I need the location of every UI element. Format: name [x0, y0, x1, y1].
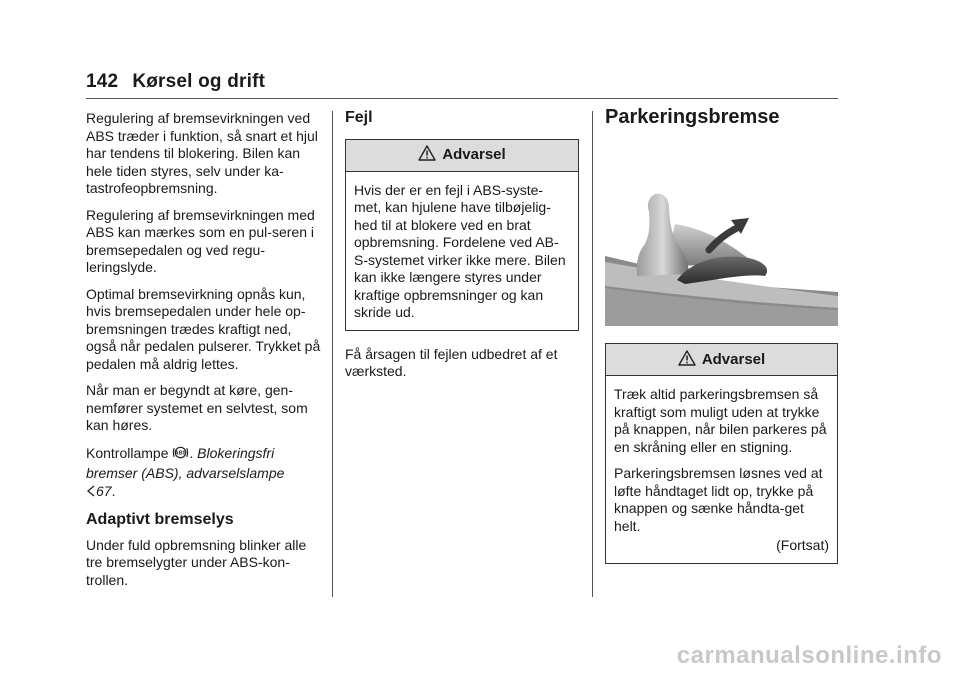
warning-text-pull-brake: Træk altid parkeringsbremsen så kraftigt som muligt uden at trykke på knappen, når bilen parkeres på en skråning eller en stigning.: [614, 386, 827, 455]
column-2: [345, 109, 579, 390]
paragraph-optimal-braking: Optimal bremsevirkning opnås kun, hvis bremsepedalen under hele op-bremsningen trædes kraftigt ned, også når pedalen pulserer. Trykket på pedalen må aldrig lettes.: [86, 285, 321, 372]
paragraph-control-lamp: Kontrollampe ABS . Blokeringsfri bremser (ABS), advarselslampe 67.: [86, 444, 324, 502]
column-3: [605, 106, 838, 128]
paragraph-brakelights: Under fuld opbremsning blinker alle tre bremselygter under ABS-kon-trollen.: [86, 536, 307, 588]
paragraph-abs-pulse: Regulering af bremsevirkningen med ABS kan mærkes som en pul-seren i bremsepedalen og ved regu-leringslyde.: [86, 206, 315, 275]
watermark: carmanualsonline.info: [676, 642, 942, 669]
page-number: 142: [86, 71, 119, 92]
warning-title: Advarsel: [701, 351, 766, 368]
page-reference-number[interactable]: 67: [96, 482, 112, 499]
warning-body: [346, 172, 578, 330]
warning-header: [606, 344, 837, 376]
abs-warning-lamp-reference[interactable]: Blokeringsfri bremser (ABS), advarselslampe: [86, 444, 285, 481]
warning-title: Advarsel: [442, 146, 506, 164]
warning-header: [346, 140, 578, 172]
abs-lamp-icon: [172, 444, 189, 466]
column-divider-right: [592, 111, 593, 597]
heading-parkeringsbremse: Parkeringsbremse: [605, 106, 780, 128]
heading-fejl: Fejl: [345, 109, 373, 126]
header-rule: [86, 98, 838, 99]
continued-label: (Fortsat): [776, 537, 829, 553]
warning-box-parking-brake: [605, 343, 838, 564]
svg-text:ABS: ABS: [175, 450, 187, 457]
paragraph-selftest: Når man er begyndt at køre, gen-nemfører systemet en selvtest, som kan høres.: [86, 382, 308, 433]
control-lamp-label: Kontrollampe: [86, 444, 169, 461]
subheading-adaptive-brakelights: Adaptivt bremselys: [86, 511, 234, 528]
warning-text-release-brake: Parkeringsbremsen løsnes ved at løfte håndtaget lidt op, trykke på knappen og sænke håndta-get helt.: [614, 465, 823, 534]
page-ref-arrow-icon: [86, 484, 96, 502]
warning-text: Hvis der er en fejl i ABS-syste-met, kan hjulene have tilbøjelig-hed til at blokere ved en brat opbremsning. Fordelene ved AB-S-systemet virker ikke mere. Bilen kan ikke længere styres under kraftige opbremsninger og kan skride ud.: [354, 181, 566, 320]
parking-brake-illustration: [605, 184, 838, 326]
section-title: Kørsel og drift: [132, 71, 266, 92]
paragraph-abs-regulation: Regulering af bremsevirkningen ved ABS træder i funktion, så snart et hjul har tendens til blokering. Bilen kan hele tiden styres, selv under ka-tastrofeopbremsning.: [86, 110, 318, 196]
column-1: [86, 110, 324, 598]
column-divider-left: [332, 111, 333, 597]
warning-triangle-icon: [678, 350, 702, 370]
warning-triangle-icon: [418, 145, 442, 166]
paragraph-workshop: Få årsagen til fejlen udbedret af et værksted.: [345, 345, 558, 379]
page-header: [86, 71, 265, 93]
warning-body: [606, 376, 837, 563]
warning-box-abs: [345, 139, 579, 331]
